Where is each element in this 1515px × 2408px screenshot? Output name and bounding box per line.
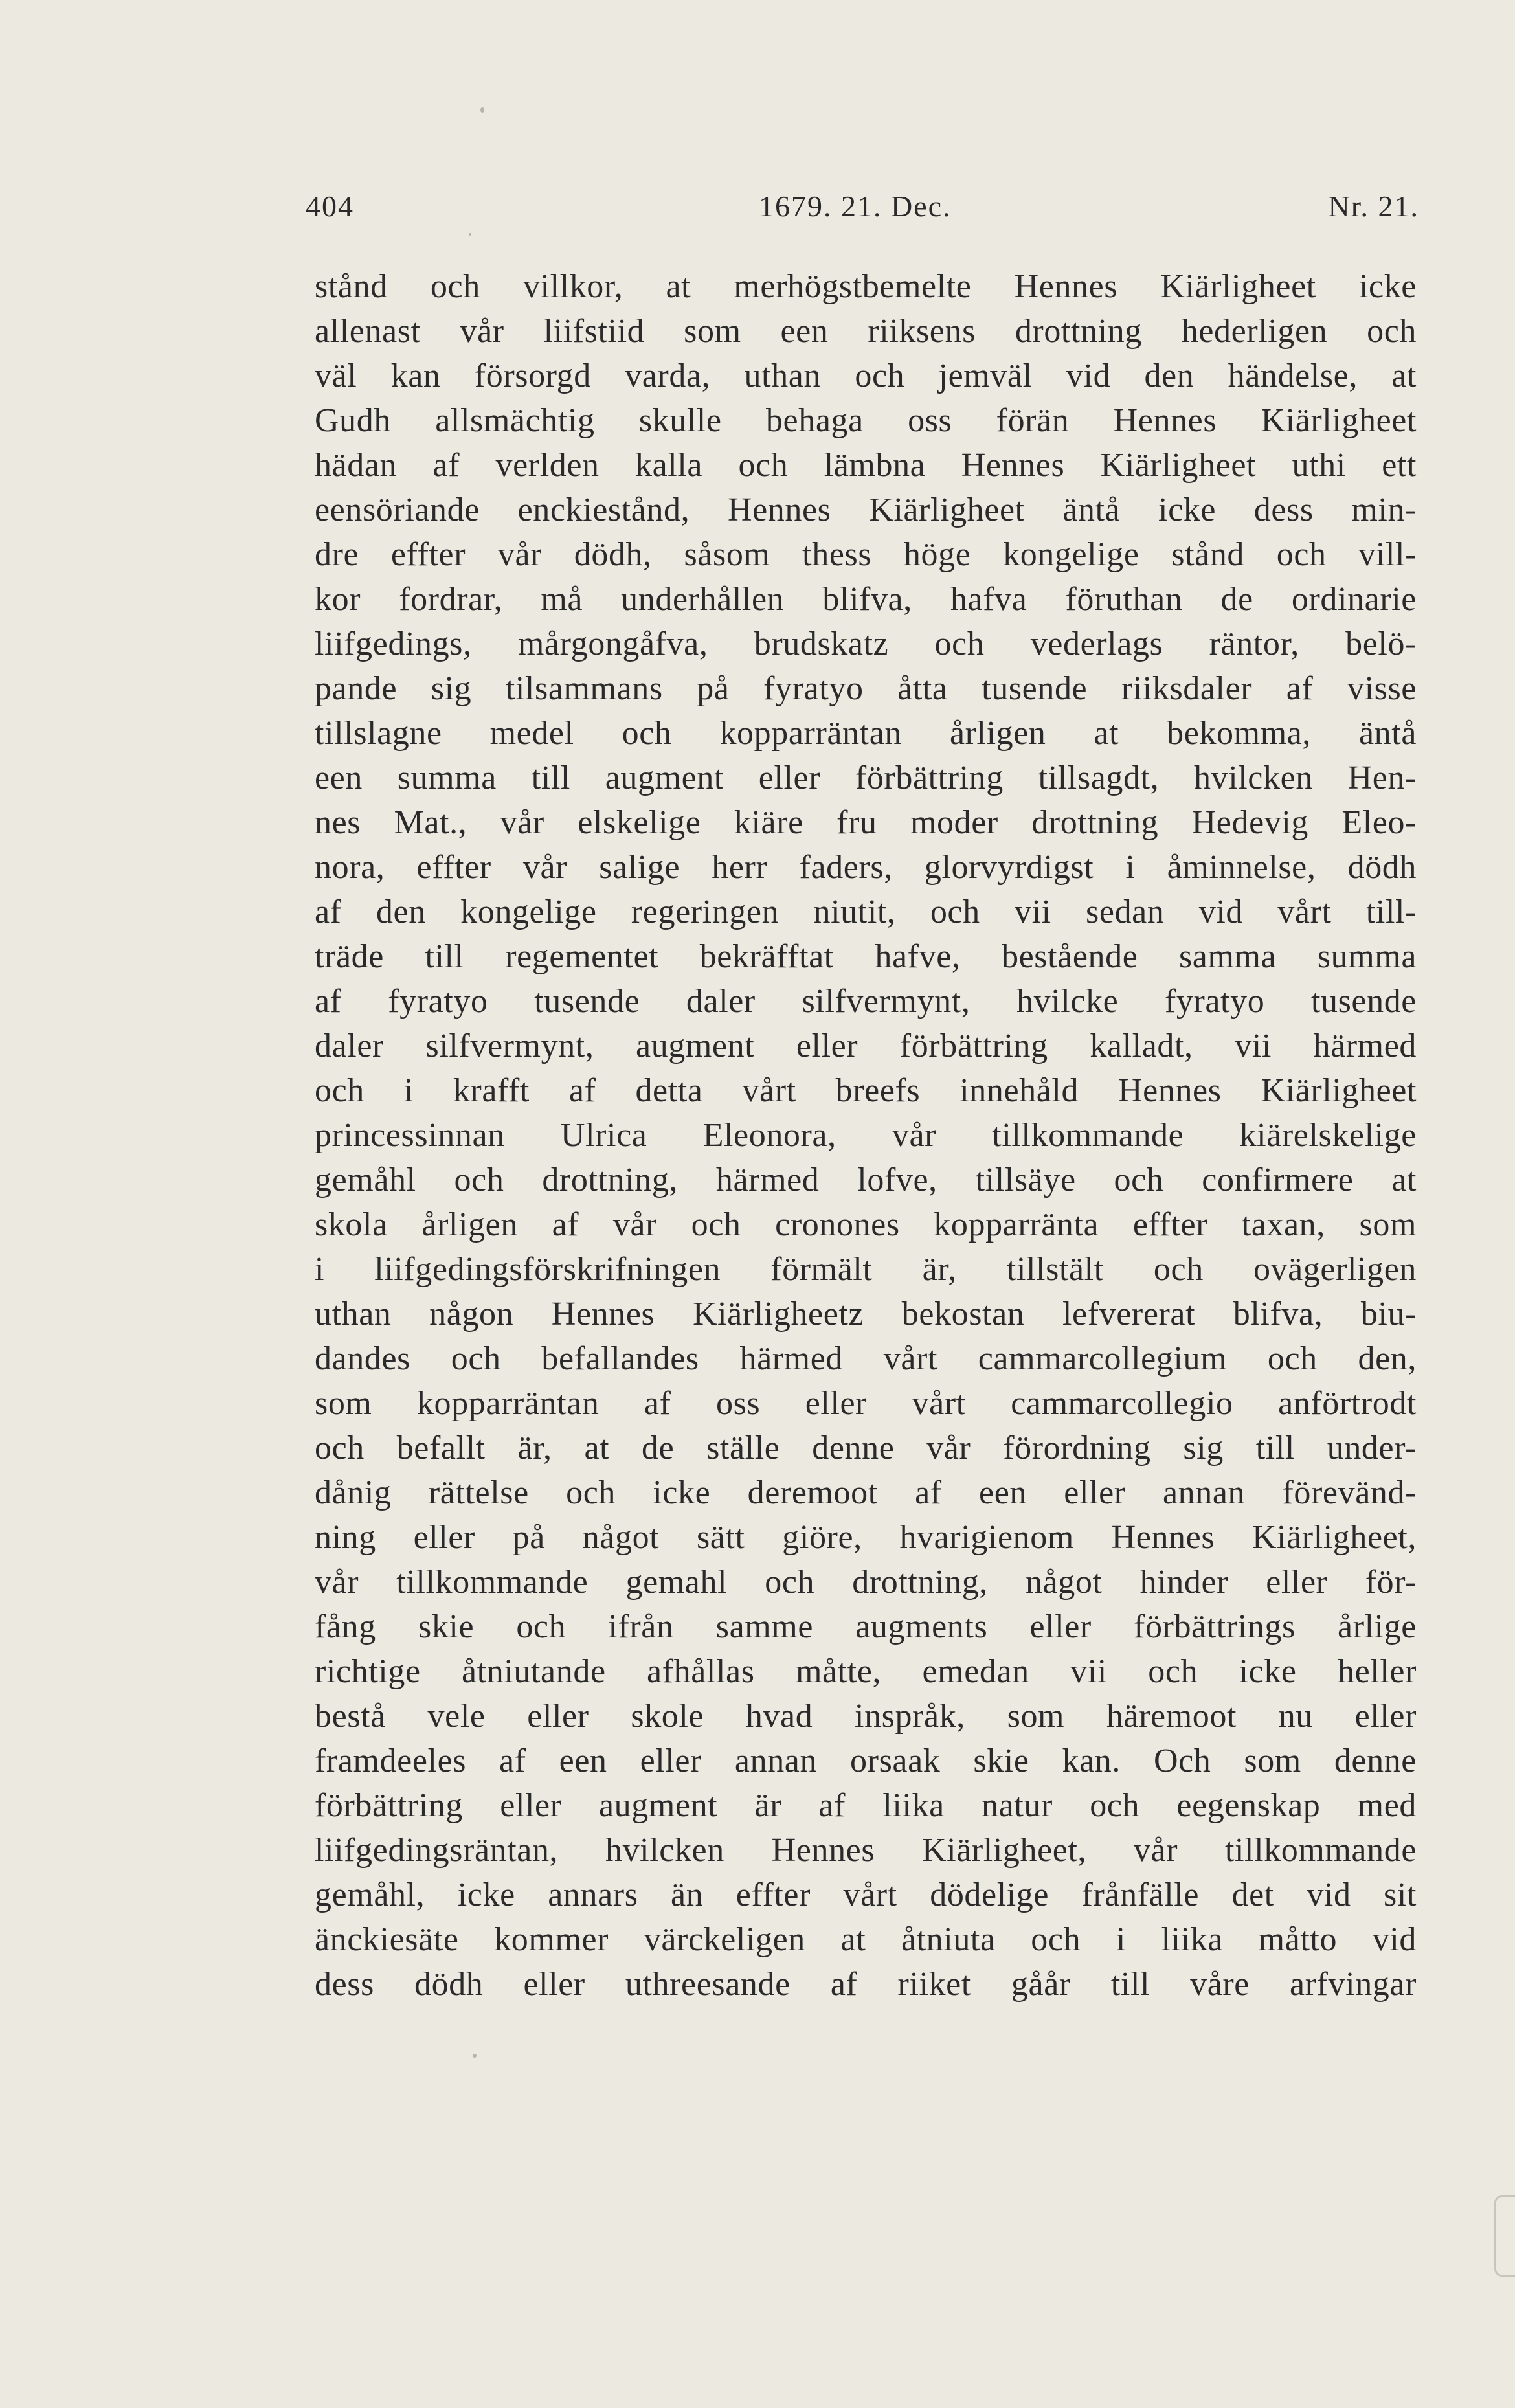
- text-line: hädan af verlden kalla och lämbna Hennes Kiärligheet uthi ett: [315, 447, 1417, 484]
- text-line: tillslagne medel och kopparräntan årligen at bekomma, äntå: [315, 715, 1417, 752]
- text-line: af den kongelige regeringen niutit, och vii sedan vid vårt till-: [315, 894, 1417, 930]
- text-line: princessinnan Ulrica Eleonora, vår tillkommande kiärelskelige: [315, 1117, 1417, 1154]
- text-line: änckiesäte kommer värckeligen at åtniuta och i liika måtto vid: [315, 1921, 1417, 1958]
- page-number: 404: [306, 190, 354, 223]
- text-line: kor fordrar, må underhållen blifva, hafva föruthan de ordinarie: [315, 581, 1417, 618]
- text-line: i liifgedingsförskrifningen förmält är, tillstält och ovägerligen: [315, 1251, 1417, 1288]
- text-line: som kopparräntan af oss eller vårt cammarcollegio anförtrodt: [315, 1385, 1417, 1422]
- text-line: een summa till augment eller förbättring tillsagdt, hvilcken Hen-: [315, 760, 1417, 796]
- text-line: gemåhl, icke annars än effter vårt dödelige frånfälle det vid sit: [315, 1876, 1417, 1913]
- text-line: dre effter vår dödh, såsom thess höge kongelige stånd och vill-: [315, 536, 1417, 573]
- text-line: framdeeles af een eller annan orsaak skie kan. Och som denne: [315, 1742, 1417, 1779]
- text-line: och befallt är, at de ställe denne vår förordning sig till under-: [315, 1430, 1417, 1467]
- text-line: richtige åtniutande afhållas måtte, emedan vii och icke heller: [315, 1653, 1417, 1690]
- text-line: daler silfvermynt, augment eller förbättring kalladt, vii härmed: [315, 1028, 1417, 1064]
- text-line: liifgedings, mårgongåfva, brudskatz och vederlags räntor, belö-: [315, 625, 1417, 662]
- text-line: eensöriande enckiestånd, Hennes Kiärligheet äntå icke dess min-: [315, 491, 1417, 528]
- text-line: pande sig tilsammans på fyratyo åtta tusende riiksdaler af visse: [315, 670, 1417, 707]
- text-line: stånd och villkor, at merhögstbemelte Hennes Kiärligheet icke: [315, 268, 1417, 305]
- text-line: af fyratyo tusende daler silfvermynt, hvilcke fyratyo tusende: [315, 983, 1417, 1020]
- page-edge-mark: [1494, 2195, 1515, 2277]
- text-line: förbättring eller augment är af liika natur och eegenskap med: [315, 1787, 1417, 1824]
- text-line: och i krafft af detta vårt breefs innehåld Hennes Kiärligheet: [315, 1072, 1417, 1109]
- text-line: Gudh allsmächtig skulle behaga oss förän Hennes Kiärligheet: [315, 402, 1417, 439]
- paper-speck: [480, 107, 484, 113]
- page-header: [306, 189, 1419, 241]
- text-line: bestå vele eller skole hvad inspråk, som häremoot nu eller: [315, 1698, 1417, 1735]
- text-line: fång skie och ifrån samme augments eller förbättrings årlige: [315, 1608, 1417, 1645]
- text-line: väl kan försorgd varda, uthan och jemväl vid den händelse, at: [315, 357, 1417, 394]
- body-text: [315, 264, 1417, 2007]
- paper-speck: [473, 2054, 477, 2058]
- paper-speck: [469, 233, 471, 236]
- text-line: dess dödh eller uthreesande af riiket gåår till våre arfvingar: [315, 1966, 1417, 2003]
- document-date: 1679. 21. Dec.: [759, 190, 952, 223]
- text-line: gemåhl och drottning, härmed lofve, tillsäye och confirmere at: [315, 1162, 1417, 1198]
- document-number: Nr. 21.: [1328, 190, 1419, 223]
- text-line: uthan någon Hennes Kiärligheetz bekostan lefvererat blifva, biu-: [315, 1296, 1417, 1333]
- text-line: dånig rättelse och icke deremoot af een eller annan förevänd-: [315, 1474, 1417, 1511]
- text-line: nes Mat., vår elskelige kiäre fru moder drottning Hedevig Eleo-: [315, 804, 1417, 841]
- text-line: nora, effter vår salige herr faders, glorvyrdigst i åminnelse, dödh: [315, 849, 1417, 886]
- text-line: liifgedingsräntan, hvilcken Hennes Kiärligheet, vår tillkommande: [315, 1832, 1417, 1869]
- text-line: träde till regementet bekräfftat hafve, bestående samma summa: [315, 938, 1417, 975]
- text-line: allenast vår liifstiid som een riiksens drottning hederligen och: [315, 313, 1417, 350]
- text-line: vår tillkommande gemahl och drottning, något hinder eller för-: [315, 1564, 1417, 1601]
- text-line: ning eller på något sätt giöre, hvarigienom Hennes Kiärligheet,: [315, 1519, 1417, 1556]
- text-line: skola årligen af vår och cronones kopparränta effter taxan, som: [315, 1206, 1417, 1243]
- text-line: dandes och befallandes härmed vårt cammarcollegium och den,: [315, 1340, 1417, 1377]
